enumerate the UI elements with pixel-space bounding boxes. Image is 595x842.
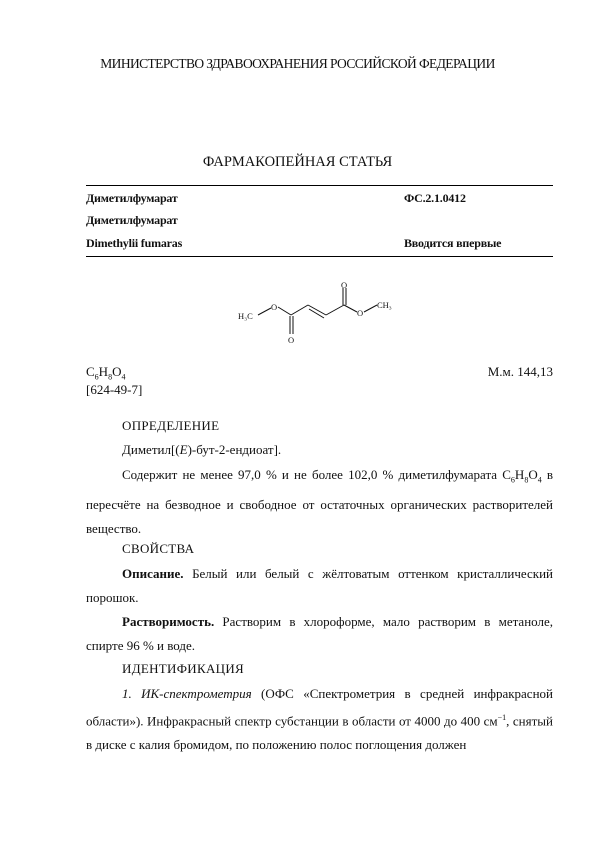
document-type-title: ФАРМАКОПЕЙНАЯ СТАТЬЯ bbox=[202, 154, 393, 170]
ir-spectrometry-paragraph: 1. ИК-спектрометрия (ОФС «Спектрометрия в средней инфракрасной области»). Инфракрасный спектр субстанции в области от 4000 до 400 $см^{-1}$, снятый в диске с калия бромидом, по положению полос поглощения должен bbox=[86, 686, 553, 753]
section-heading-definition: ОПРЕДЕЛЕНИЕ bbox=[122, 418, 220, 433]
atom-oxygen-carbonyl-right: O bbox=[341, 282, 348, 290]
section-heading-identification: ИДЕНТИФИКАЦИЯ bbox=[122, 661, 244, 676]
atom-oxygen-ester-left: O bbox=[271, 302, 278, 312]
monograph-name-latin: Dimethylii fumaras bbox=[86, 236, 183, 250]
methyl-group-right: CH₃ bbox=[377, 300, 392, 310]
content-paragraph: Содержит не менее 97,0 % и не более 102,0 % диметилфумарата $C_6H_8O_4$ в пересчёте на безводное и свободное от остаточных органических растворителей вещество. bbox=[86, 467, 554, 536]
header-rule-bottom bbox=[86, 256, 553, 257]
atom-oxygen-ester-right: O bbox=[357, 308, 364, 318]
structural-formula bbox=[236, 282, 396, 348]
description-paragraph: Описание. Белый или белый с жёлтоватым оттенком кристаллический порошок. bbox=[86, 566, 553, 605]
cas-number: [624-49-7] bbox=[86, 382, 143, 397]
molecular-formula: $C_6H_8O_4$ bbox=[86, 364, 126, 382]
atom-oxygen-carbonyl-left: O bbox=[288, 335, 295, 345]
monograph-status: Вводится впервые bbox=[404, 236, 502, 250]
monograph-name-ru-2: Диметилфумарат bbox=[86, 213, 178, 227]
section-heading-properties: СВОЙСТВА bbox=[122, 541, 195, 556]
header-rule-top bbox=[86, 185, 553, 186]
monograph-name-ru: Диметилфумарат bbox=[86, 191, 178, 205]
chemical-name: Диметил[(E)-бут-2-ендиоат]. bbox=[122, 442, 282, 457]
methyl-group-left: H₃C bbox=[238, 311, 253, 321]
ministry-header: МИНИСТЕРСТВО ЗДРАВООХРАНЕНИЯ РОССИЙСКОЙ ФЕДЕРАЦИИ bbox=[100, 56, 495, 71]
solubility-paragraph: Растворимость. Растворим в хлороформе, мало растворим в метаноле, спирте 96 % и воде. bbox=[86, 614, 553, 653]
monograph-code: ФС.2.1.0412 bbox=[404, 191, 466, 205]
molecular-mass: М.м. 144,13 bbox=[487, 364, 553, 379]
